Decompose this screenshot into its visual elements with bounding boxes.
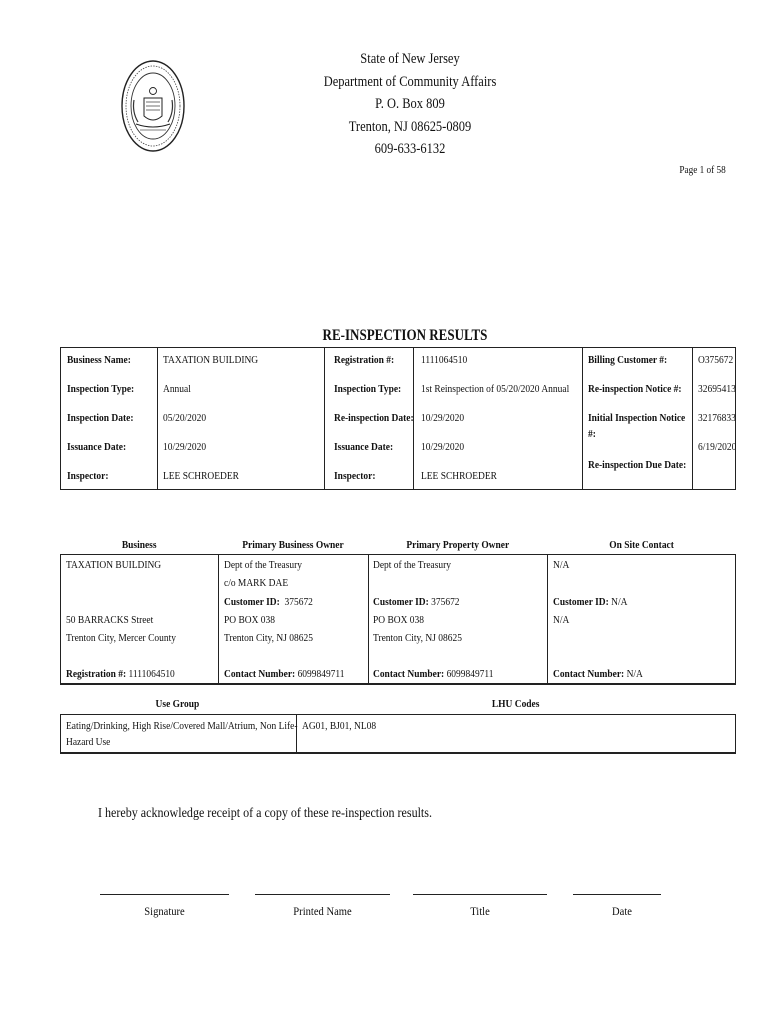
- date-line[interactable]: [573, 894, 661, 895]
- business-registration-label: Registration #:: [66, 668, 127, 680]
- header-city: Trenton, NJ 08625-0809: [348, 118, 472, 135]
- column-divider: [218, 555, 219, 683]
- page-number: Page 1 of 58: [679, 165, 726, 176]
- issuance-date-value: 10/29/2020: [163, 441, 207, 453]
- issuance-date-label: Issuance Date:: [67, 441, 127, 453]
- onsite-contact-number: N/A: [626, 668, 643, 680]
- inspection-date-value: 05/20/2020: [163, 412, 207, 424]
- owner-contact-number: 6099849711: [297, 668, 345, 680]
- use-group-line1: Eating/Drinking, High Rise/Covered Mall/Atrium, Non Life-: [66, 720, 298, 732]
- billing-customer-value: O375672: [698, 354, 734, 366]
- onsite-contact-header: On Site Contact: [609, 539, 674, 551]
- reinspector-label: Inspector:: [334, 470, 376, 482]
- column-divider: [157, 348, 158, 489]
- owner-customer-id: 375672: [284, 596, 313, 608]
- billing-customer-label: Billing Customer #:: [588, 354, 668, 366]
- inspection-type-label: Inspection Type:: [67, 383, 135, 395]
- business-name-value: TAXATION BUILDING: [163, 354, 259, 366]
- printed-name-line[interactable]: [255, 894, 390, 895]
- owner-contact-label: Contact Number:: [224, 668, 296, 680]
- column-divider: [547, 555, 548, 683]
- onsite-contact-label: Contact Number:: [553, 668, 625, 680]
- initial-notice-value: 32176833: [698, 412, 736, 424]
- property-address-line2: Trenton City, NJ 08625: [373, 632, 462, 644]
- owner-address-line1: PO BOX 038: [224, 614, 275, 626]
- header-po-box: P. O. Box 809: [375, 96, 445, 112]
- reissuance-date-value: 10/29/2020: [421, 441, 465, 453]
- reinspection-notice-label: Re-inspection Notice #:: [588, 383, 682, 395]
- registration-label: Registration #:: [334, 354, 395, 366]
- onsite-address: N/A: [553, 614, 570, 626]
- owner-name: Dept of the Treasury: [224, 559, 303, 571]
- reinspection-notice-value: 32695413: [698, 383, 736, 395]
- business-table: [60, 554, 736, 685]
- owner-customer-label: Customer ID:: [224, 596, 280, 608]
- onsite-contact-name: N/A: [553, 559, 570, 571]
- acknowledgement-text: I hereby acknowledge receipt of a copy of these re-inspection results.: [98, 806, 432, 821]
- column-divider: [582, 348, 583, 489]
- inspection-type-value: Annual: [163, 383, 191, 395]
- header-phone: 609-633-6132: [374, 141, 446, 157]
- state-seal-image: [120, 58, 186, 154]
- business-registration-value: 1111064510: [128, 668, 175, 680]
- document-title: RE-INSPECTION RESULTS: [322, 327, 488, 344]
- property-customer-label: Customer ID:: [373, 596, 429, 608]
- reinspection-date-value: 10/29/2020: [421, 412, 465, 424]
- owner-care-of: c/o MARK DAE: [224, 577, 289, 589]
- agency-header: [272, 48, 547, 161]
- business-name: TAXATION BUILDING: [66, 559, 162, 571]
- reinspection-type-value: 1st Reinspection of 05/20/2020 Annual: [421, 383, 570, 395]
- title-line[interactable]: [413, 894, 547, 895]
- property-customer-id: 375672: [431, 596, 460, 608]
- onsite-customer-label: Customer ID:: [553, 596, 609, 608]
- use-group-line2: Hazard Use: [66, 736, 111, 748]
- use-group-header: Use Group: [155, 698, 200, 710]
- reinspection-date-label: Re-inspection Date:: [334, 412, 414, 424]
- header-state: State of New Jersey: [360, 51, 460, 67]
- inspector-label: Inspector:: [67, 470, 109, 482]
- column-divider: [368, 555, 369, 683]
- due-date-value: 6/19/2020: [698, 441, 737, 453]
- lhu-codes-value: AG01, BJ01, NL08: [302, 720, 377, 732]
- inspector-value: LEE SCHROEDER: [163, 470, 239, 482]
- reissuance-date-label: Issuance Date:: [334, 441, 394, 453]
- business-name-label: Business Name:: [67, 354, 131, 366]
- property-owner-header: Primary Property Owner: [406, 539, 509, 551]
- owner-address-line2: Trenton City, NJ 08625: [224, 632, 313, 644]
- registration-value: 1111064510: [421, 354, 468, 366]
- inspection-date-label: Inspection Date:: [67, 412, 134, 424]
- reinspection-type-label: Inspection Type:: [334, 383, 402, 395]
- use-group-table: [60, 714, 736, 754]
- initial-notice-label: Initial Inspection Notice: [588, 412, 686, 424]
- title-label: Title: [470, 904, 490, 918]
- property-contact-label: Contact Number:: [373, 668, 445, 680]
- business-address-line2: Trenton City, Mercer County: [66, 632, 176, 644]
- business-header: Business: [121, 539, 157, 551]
- printed-name-label: Printed Name: [293, 904, 352, 918]
- column-divider: [324, 348, 325, 489]
- signature-label: Signature: [144, 904, 185, 918]
- business-address-line1: 50 BARRACKS Street: [66, 614, 154, 626]
- column-divider: [60, 555, 61, 683]
- property-contact-number: 6099849711: [446, 668, 494, 680]
- primary-owner-header: Primary Business Owner: [242, 539, 344, 551]
- signature-line[interactable]: [100, 894, 229, 895]
- column-divider: [735, 555, 736, 683]
- onsite-customer-id: N/A: [611, 596, 628, 608]
- date-label: Date: [612, 904, 632, 918]
- property-address-line1: PO BOX 038: [373, 614, 424, 626]
- inspection-table: [60, 347, 736, 490]
- header-department: Department of Community Affairs: [323, 73, 497, 90]
- property-owner-name: Dept of the Treasury: [373, 559, 452, 571]
- reinspector-value: LEE SCHROEDER: [421, 470, 497, 482]
- lhu-codes-header: LHU Codes: [491, 698, 540, 710]
- due-date-label: Re-inspection Due Date:: [588, 459, 687, 471]
- initial-notice-label-cont: #:: [588, 428, 596, 440]
